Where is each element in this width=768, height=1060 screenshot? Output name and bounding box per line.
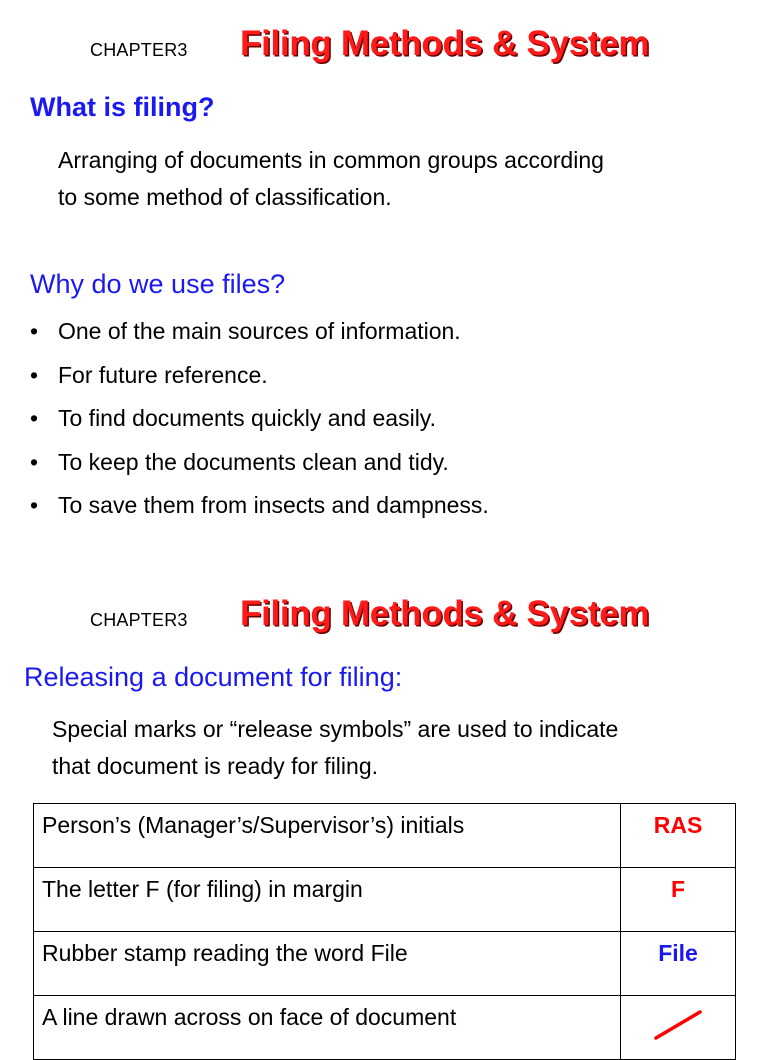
definition-paragraph bbox=[58, 142, 758, 216]
bullet-icon: • bbox=[30, 318, 39, 344]
table-row bbox=[34, 868, 736, 932]
slide-2 bbox=[0, 570, 768, 1030]
definition-line-1: Arranging of documents in common groups according bbox=[58, 147, 604, 173]
heading-why-use-files: Why do we use files? bbox=[30, 269, 286, 299]
chapter-title: Filing Methods & System bbox=[240, 24, 650, 63]
table-cell-symbol: File bbox=[621, 932, 736, 996]
intro-line-2: that document is ready for filing. bbox=[52, 753, 378, 779]
list-item: • For future reference. bbox=[30, 357, 489, 401]
list-item: • To keep the documents clean and tidy. bbox=[30, 444, 489, 488]
diagonal-line-mark-icon bbox=[648, 1004, 708, 1044]
heading-what-is-filing: What is filing? bbox=[30, 92, 215, 122]
table-cell-symbol: F bbox=[621, 868, 736, 932]
intro-line-1: Special marks or “release symbols” are used to indicate bbox=[52, 716, 619, 742]
chapter-label: CHAPTER3 bbox=[90, 610, 188, 630]
table-cell-description: Person’s (Manager’s/Supervisor’s) initials bbox=[34, 804, 621, 868]
list-item: • To save them from insects and dampness. bbox=[30, 487, 489, 531]
release-symbols-table bbox=[33, 803, 736, 1060]
bullet-icon: • bbox=[30, 448, 39, 475]
table-row bbox=[34, 996, 736, 1060]
table-cell-description: The letter F (for filing) in margin bbox=[34, 868, 621, 932]
definition-line-2: to some method of classification. bbox=[58, 184, 392, 210]
intro-paragraph bbox=[52, 711, 752, 785]
list-item: • To find documents quickly and easily. bbox=[30, 400, 489, 444]
heading-releasing-document: Releasing a document for filing: bbox=[24, 662, 403, 692]
table-cell-symbol bbox=[621, 996, 736, 1060]
bullet-icon: • bbox=[30, 405, 39, 431]
reasons-list bbox=[30, 313, 489, 531]
list-item: • One of the main sources of information. bbox=[30, 313, 489, 357]
table-row bbox=[34, 804, 736, 868]
chapter-label: CHAPTER3 bbox=[90, 40, 188, 60]
table-cell-symbol: RAS bbox=[621, 804, 736, 868]
bullet-icon: • bbox=[30, 492, 39, 518]
table-cell-description: A line drawn across on face of document bbox=[34, 996, 621, 1060]
table-row bbox=[34, 932, 736, 996]
chapter-title: Filing Methods & System bbox=[240, 594, 650, 633]
bullet-icon: • bbox=[30, 361, 39, 388]
table-cell-description: Rubber stamp reading the word File bbox=[34, 932, 621, 996]
